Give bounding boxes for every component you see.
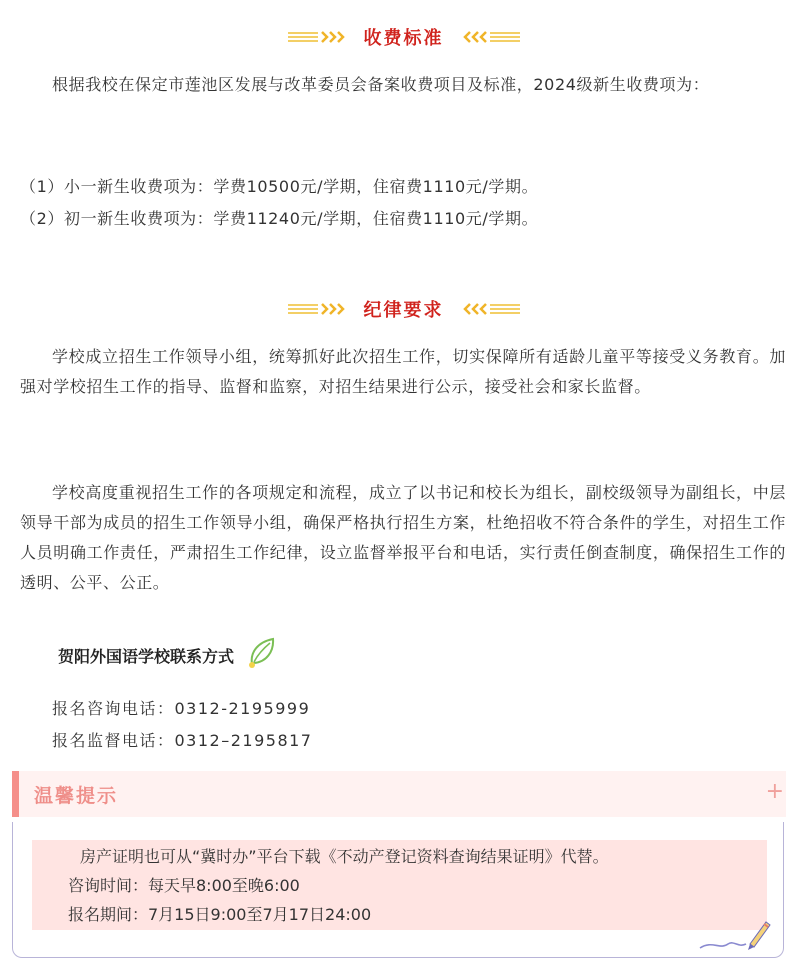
right-chevron-decoration-icon bbox=[458, 29, 520, 45]
tips-header[interactable] bbox=[12, 771, 786, 817]
tips-accent-bar bbox=[12, 771, 19, 817]
leaf-icon bbox=[246, 636, 276, 674]
tips-title: 温馨提示 bbox=[34, 785, 119, 807]
discipline-section-header bbox=[0, 294, 807, 324]
right-chevron-decoration-icon bbox=[458, 301, 520, 317]
fee-item-primary: （1）小一新生收费项为：学费10500元/学期，住宿费1110元/学期。 bbox=[20, 177, 539, 196]
contact-title bbox=[58, 636, 276, 674]
expand-plus-icon[interactable]: + bbox=[765, 779, 784, 804]
contact-title-text: 贺阳外国语学校联系方式 bbox=[58, 646, 235, 666]
fee-section-title: 收费标准 bbox=[363, 28, 444, 49]
left-chevron-decoration-icon bbox=[288, 29, 350, 45]
left-chevron-decoration-icon bbox=[288, 301, 350, 317]
fee-intro-paragraph: 根据我校在保定市莲池区发展与改革委员会备案收费项目及标准，2024级新生收费项为： bbox=[52, 75, 710, 94]
fee-item-junior: （2）初一新生收费项为：学费11240元/学期，住宿费1110元/学期。 bbox=[20, 209, 539, 228]
consult-phone: 报名咨询电话：0312-2195999 bbox=[52, 699, 311, 718]
supervise-phone: 报名监督电话：0312–2195817 bbox=[52, 731, 313, 750]
pen-scribble-icon bbox=[698, 914, 772, 958]
tips-line-registration-period: 报名期间：7月15日9:00至7月17日24:00 bbox=[68, 905, 372, 924]
fee-section-header bbox=[0, 22, 807, 52]
discipline-paragraph-1: 学校成立招生工作领导小组，统筹抓好此次招生工作，切实保障所有适龄儿童平等接受义务教育。加强对学校招生工作的指导、监督和监察，对招生结果进行公示，接受社会和家长监督。 bbox=[20, 347, 786, 396]
tips-line-property-proof: 房产证明也可从“冀时办”平台下载《不动产登记资料查询结果证明》代替。 bbox=[80, 847, 609, 866]
discipline-paragraph-2: 学校高度重视招生工作的各项规定和流程，成立了以书记和校长为组长，副校级领导为副组长，中层领导干部为成员的招生工作领导小组，确保严格执行招生方案，杜绝招收不符合条件的学生，对招生工作人员明确工作责任，严肃招生工作纪律，设立监督举报平台和电话，实行责任倒查制度，确保招生工作的透明、公平、公正。 bbox=[20, 483, 786, 592]
discipline-section-title: 纪律要求 bbox=[363, 300, 444, 321]
tips-line-consult-hours: 咨询时间：每天早8:00至晚6:00 bbox=[68, 876, 300, 895]
